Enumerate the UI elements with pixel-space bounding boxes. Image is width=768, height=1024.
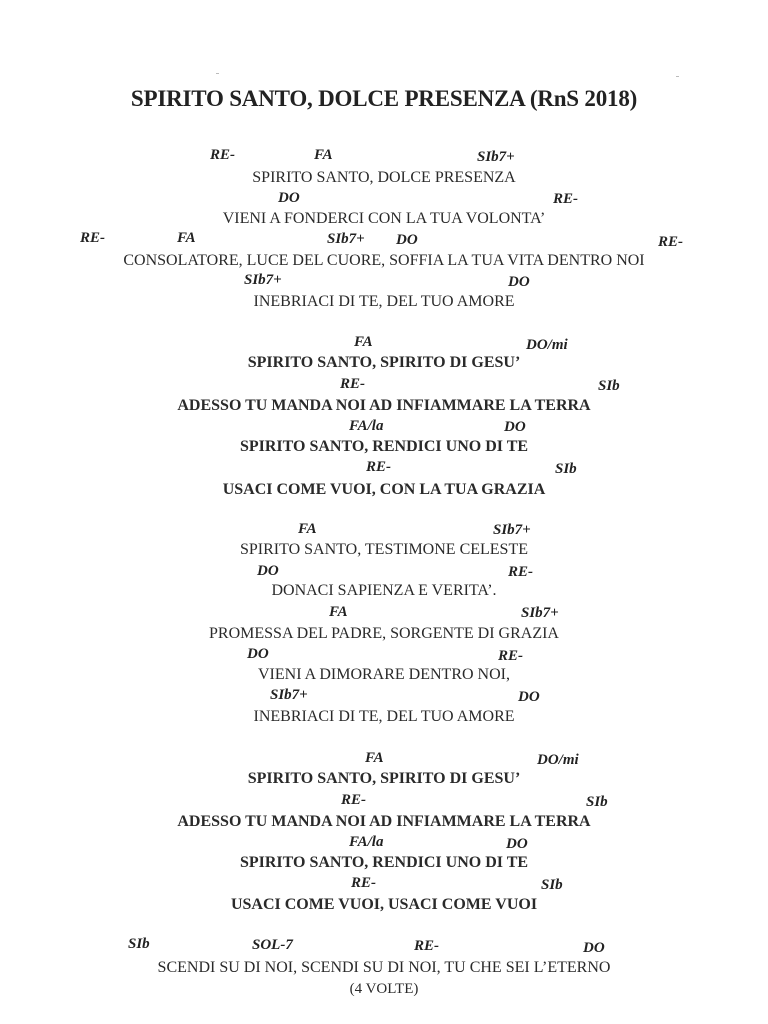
lyric-line: ADESSO TU MANDA NOI AD INFIAMMARE LA TERRA: [177, 813, 591, 830]
chord: DO: [396, 232, 418, 248]
chord: RE-: [341, 792, 367, 808]
lyric-line: PROMESSA DEL PADRE, SORGENTE DI GRAZIA: [209, 625, 559, 642]
lyric-line: SPIRITO SANTO, RENDICI UNO DI TE: [239, 438, 529, 455]
lyric-line: INEBRIACI DI TE, DEL TUO AMORE: [253, 293, 515, 310]
repeat-note: (4 VOLTE): [349, 981, 419, 997]
lyric-line: VIENI A DIMORARE DENTRO NOI,: [258, 666, 510, 683]
chord: DO: [508, 274, 530, 290]
chord: DO: [504, 419, 526, 435]
lyric-line: USACI COME VUOI, CON LA TUA GRAZIA: [222, 481, 546, 498]
chord: DO: [278, 190, 300, 206]
lyric-line: SPIRITO SANTO, DOLCE PRESENZA: [252, 169, 516, 186]
lyric-line: INEBRIACI DI TE, DEL TUO AMORE: [253, 708, 515, 725]
chord: DO: [257, 563, 279, 579]
chord: RE-: [340, 376, 366, 392]
chord: DO/mi: [526, 337, 568, 353]
chord: SIb7+: [493, 522, 531, 538]
chord: SIb7+: [270, 687, 308, 703]
song-title: SPIRITO SANTO, DOLCE PRESENZA (RnS 2018): [130, 86, 638, 111]
chord: SIb7+: [327, 231, 365, 247]
chord: FA: [298, 521, 317, 537]
chord: SIb: [555, 461, 577, 477]
lyric-line: SPIRITO SANTO, SPIRITO DI GESU’: [247, 354, 521, 371]
chord: FA: [365, 750, 384, 766]
lyric-line: VIENI A FONDERCI CON LA TUA VOLONTA’: [222, 210, 546, 227]
lyric-line: ADESSO TU MANDA NOI AD INFIAMMARE LA TERRA: [177, 397, 591, 414]
chord: RE-: [366, 459, 392, 475]
chord: RE-: [553, 191, 579, 207]
lyric-line: SPIRITO SANTO, RENDICI UNO DI TE: [239, 854, 529, 871]
chord: SIb7+: [521, 605, 559, 621]
chord: FA/la: [349, 418, 384, 434]
scan-speck: [676, 76, 679, 77]
lyric-line: DONACI SAPIENZA E VERITA’.: [271, 582, 497, 599]
chord: RE-: [80, 230, 106, 246]
chord: SIb: [128, 936, 150, 952]
chord: SIb7+: [244, 272, 282, 288]
chord: RE-: [498, 648, 524, 664]
chord: FA: [354, 334, 373, 350]
chord: RE-: [658, 234, 684, 250]
chord: DO: [518, 689, 540, 705]
chord: RE-: [414, 938, 440, 954]
chord: RE-: [508, 564, 534, 580]
chord: RE-: [351, 875, 377, 891]
chord: FA: [177, 230, 196, 246]
chord: FA: [329, 604, 348, 620]
chord: DO: [247, 646, 269, 662]
chord: DO: [583, 940, 605, 956]
chord: FA: [314, 147, 333, 163]
chord: DO/mi: [537, 752, 579, 768]
chord: SIb: [598, 378, 620, 394]
chord: SOL-7: [252, 937, 293, 953]
chord: FA/la: [349, 834, 384, 850]
chord: SIb: [541, 877, 563, 893]
chord: SIb7+: [477, 149, 515, 165]
chord: RE-: [210, 147, 236, 163]
scan-speck: [216, 73, 219, 74]
lyric-line: SCENDI SU DI NOI, SCENDI SU DI NOI, TU CHE SEI L’ETERNO: [157, 959, 611, 976]
lyric-line: SPIRITO SANTO, SPIRITO DI GESU’: [247, 770, 521, 787]
lyric-line: CONSOLATORE, LUCE DEL CUORE, SOFFIA LA TUA VITA DENTRO NOI: [123, 252, 645, 269]
chord: DO: [506, 836, 528, 852]
lyric-line: USACI COME VUOI, USACI COME VUOI: [230, 896, 538, 913]
lyric-line: SPIRITO SANTO, TESTIMONE CELESTE: [239, 541, 528, 558]
chord: SIb: [586, 794, 608, 810]
